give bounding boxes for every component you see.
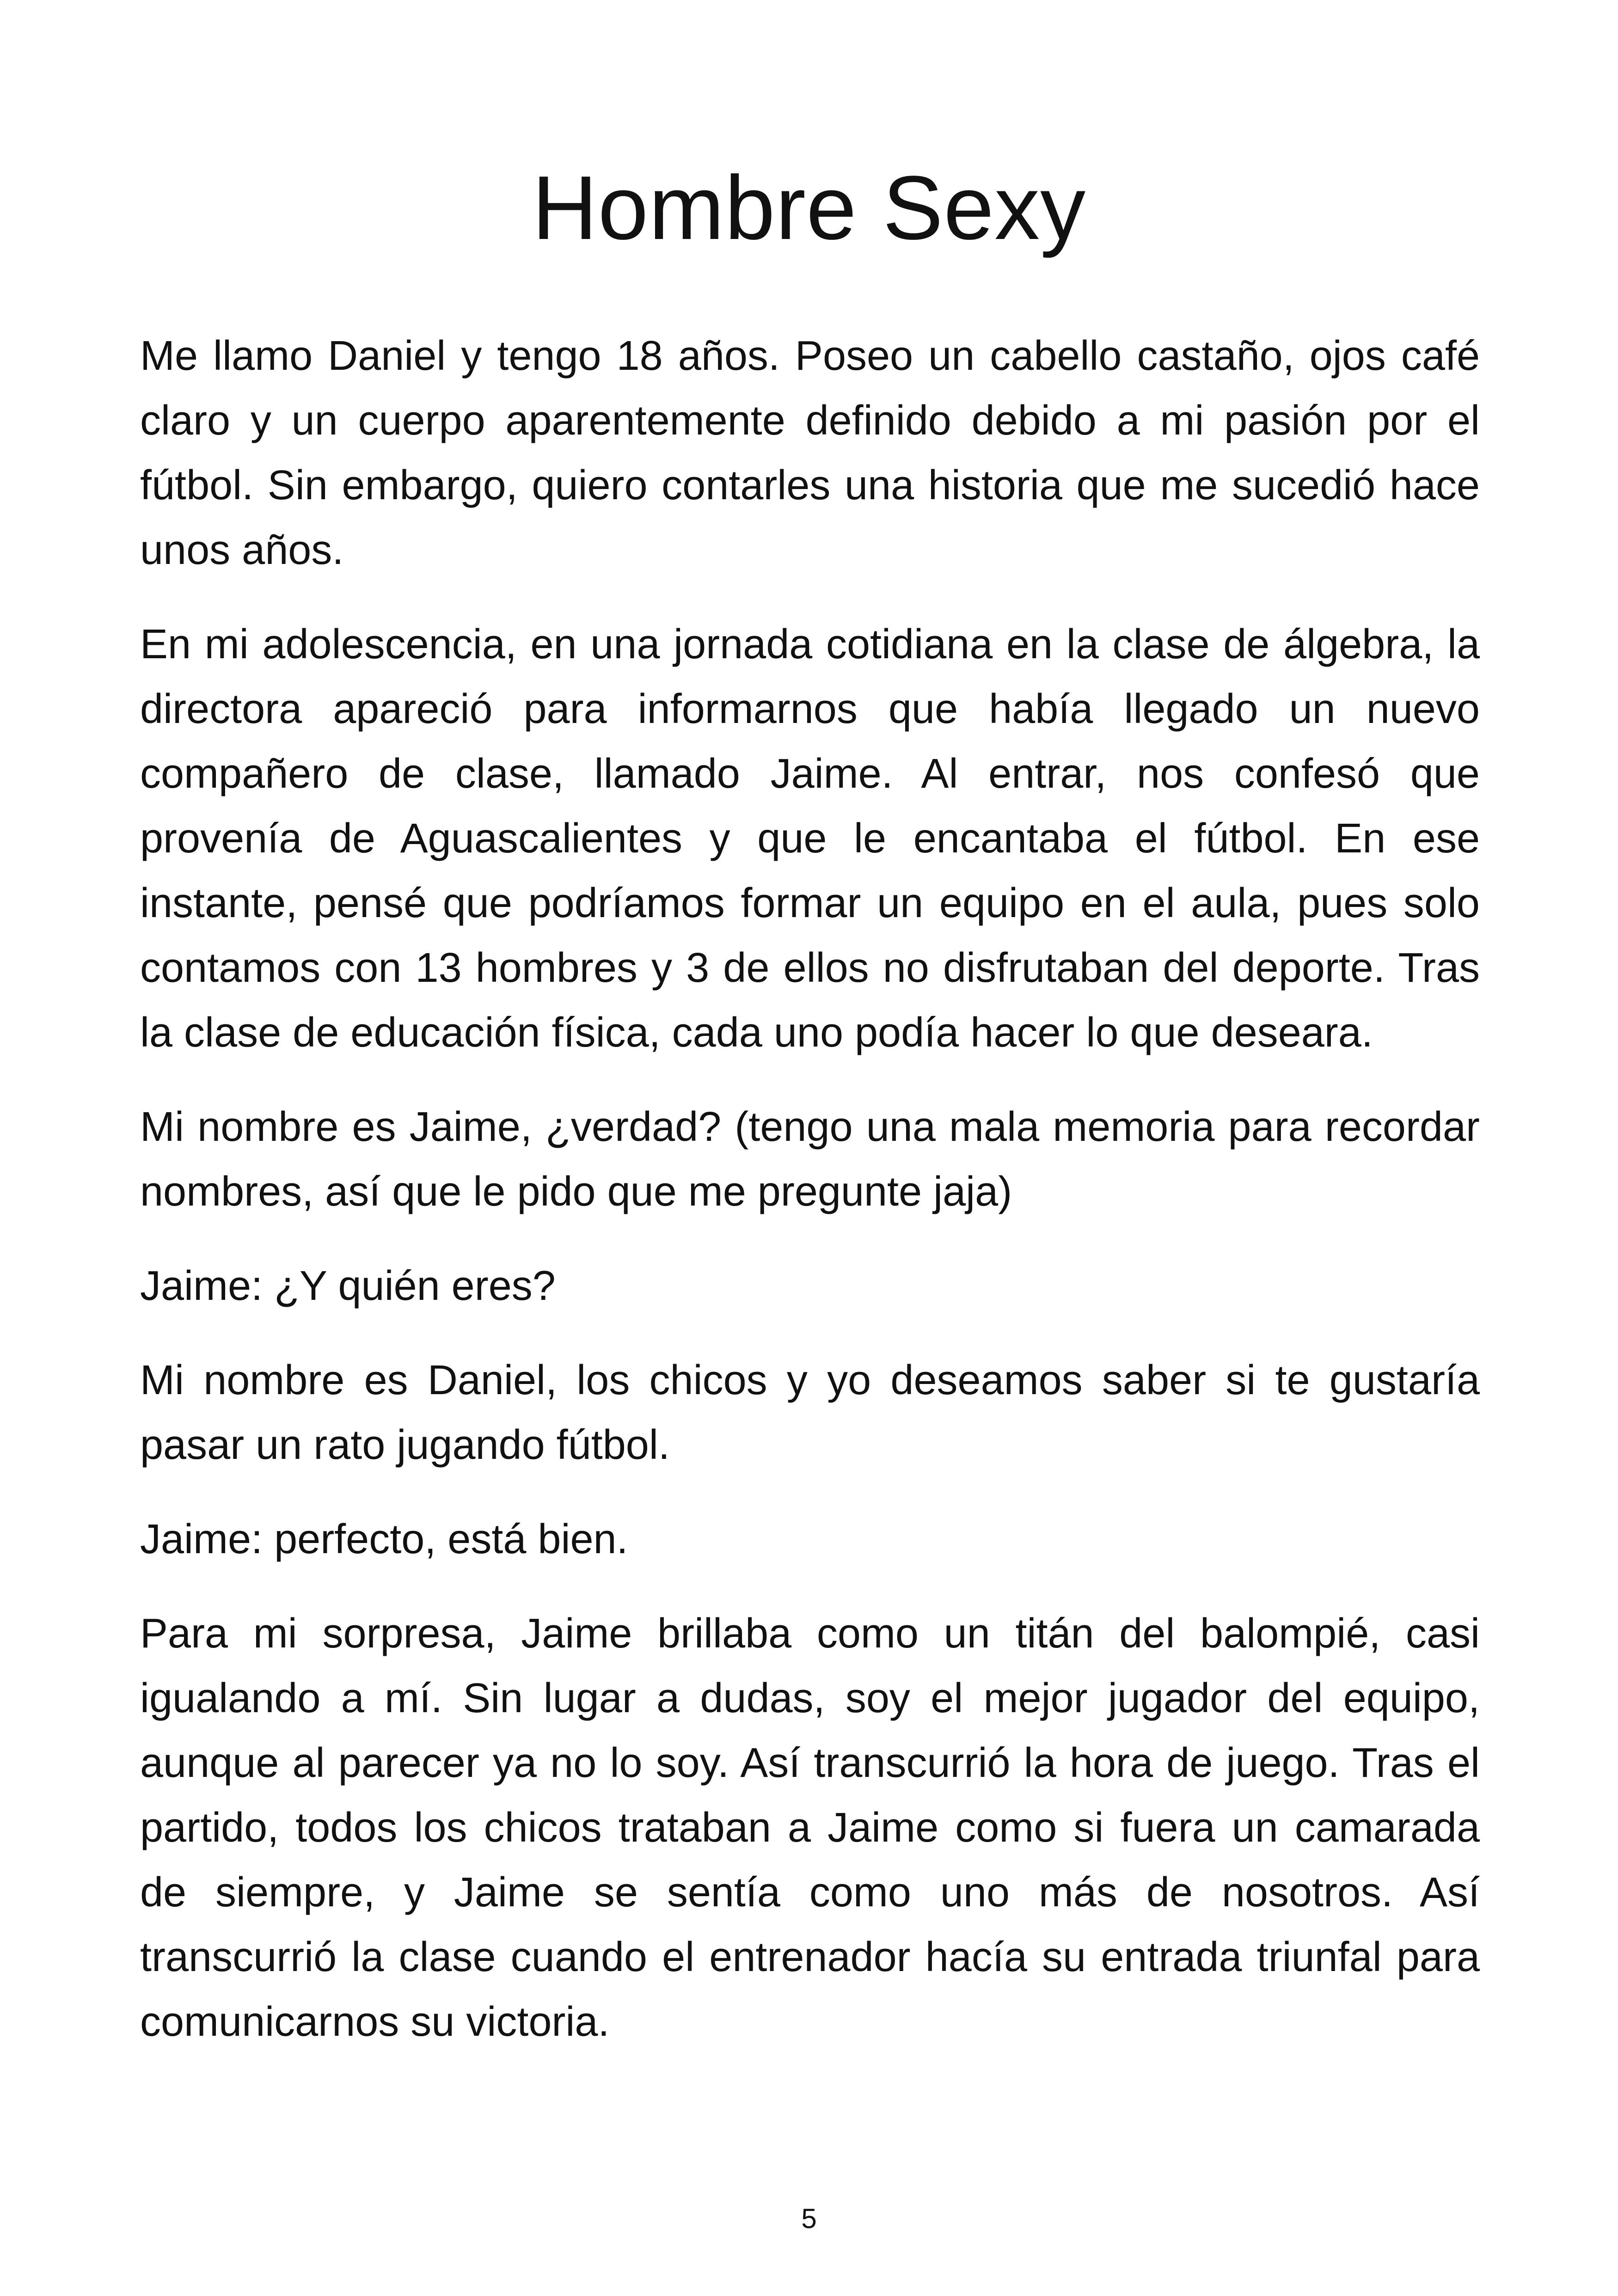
paragraph-question: Mi nombre es Jaime, ¿verdad? (tengo una mala memoria para recordar nombres, así que le pido que me pregunte jaja) (140, 1104, 1480, 1215)
page-number: 5 (801, 2203, 817, 2234)
paragraph-match: Para mi sorpresa, Jaime brillaba como un titán del balompié, casi igualando a mí. Sin lugar a dudas, soy el mejor jugador del equipo, aunque al parecer ya no lo soy. Así transcurrió la hora de juego. Tras el partido, todos los chicos trataban a Jaime como si fuera un camarada de siempre, y Jaime se sentía como uno más de nosotros. Así transcurrió la clase cuando el entrenador hacía su entrada triunfal para comunicarnos su victoria. (140, 1610, 1480, 2045)
body-text (140, 324, 1480, 2084)
page-title: Hombre Sexy (532, 157, 1086, 258)
paragraph-dialogue-jaime-2: Jaime: perfecto, está bien. (140, 1516, 628, 1562)
paragraph-dialogue-jaime-1: Jaime: ¿Y quién eres? (140, 1263, 556, 1309)
paragraph-intro: Me llamo Daniel y tengo 18 años. Poseo un cabello castaño, ojos café claro y un cuerpo aparentemente definido debido a mi pasión por el fútbol. Sin embargo, quiero contarles una historia que me sucedió hace unos años. (140, 333, 1480, 573)
paragraph-new-classmate: En mi adolescencia, en una jornada cotidiana en la clase de álgebra, la directora apareció para informarnos que había llegado un nuevo compañero de clase, llamado Jaime. Al entrar, nos confesó que provenía de Aguascalientes y que le encantaba el fútbol. En ese instante, pensé que podríamos formar un equipo en el aula, pues solo contamos con 13 hombres y 3 de ellos no disfrutaban del deporte. Tras la clase de educación física, cada uno podía hacer lo que deseara. (140, 621, 1480, 1056)
paragraph-dialogue-daniel: Mi nombre es Daniel, los chicos y yo deseamos saber si te gustaría pasar un rato jugando fútbol. (140, 1357, 1480, 1468)
